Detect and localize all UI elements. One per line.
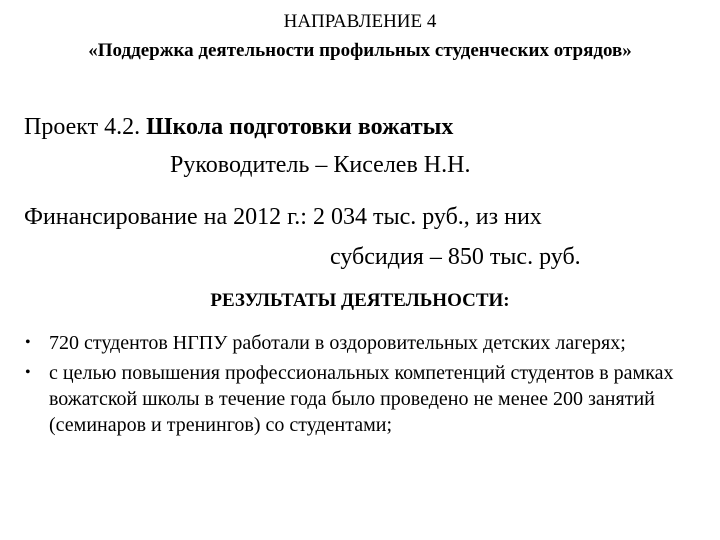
project-title: [24, 112, 453, 142]
list-item-text: 720 студентов НГПУ работали в оздоровительных детских лагерях;: [49, 332, 626, 354]
results-heading: РЕЗУЛЬТАТЫ ДЕЯТЕЛЬНОСТИ:: [210, 290, 510, 311]
list-item: [24, 360, 694, 438]
bullet-icon: •: [25, 334, 31, 351]
funding-subsidy: субсидия – 850 тыс. руб.: [330, 244, 581, 270]
list-item: [24, 330, 694, 356]
funding-total: Финансирование на 2012 г.: 2 034 тыс. руб., из них: [24, 204, 542, 230]
bullet-icon: •: [25, 364, 31, 381]
results-list: [24, 330, 694, 442]
project-manager: Руководитель – Киселев Н.Н.: [170, 152, 471, 178]
direction-title: НАПРАВЛЕНИЕ 4: [283, 11, 437, 32]
list-item-text: с целью повышения профессиональных компетенций студентов в рамках вожатской школы в течение года было проведено не менее 200 занятий (семинаров и тренингов) со студентами;: [49, 362, 674, 436]
project-prefix: Проект 4.2.: [24, 114, 147, 140]
project-name: Школа подготовки вожатых: [146, 114, 454, 140]
direction-subtitle: «Поддержка деятельности профильных студенческих отрядов»: [88, 40, 632, 61]
